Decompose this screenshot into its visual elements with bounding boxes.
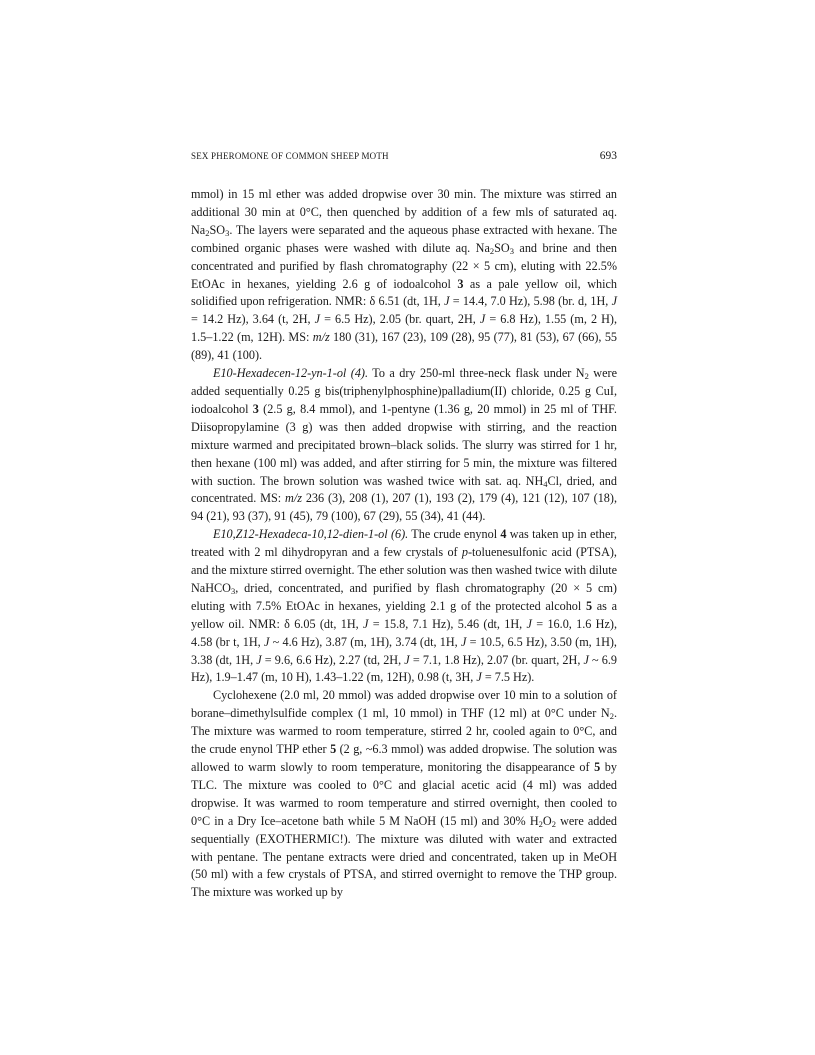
section-heading-compound-4: E10-Hexadecen-12-yn-1-ol (4). xyxy=(213,366,369,381)
journal-page xyxy=(191,150,617,902)
running-head xyxy=(191,150,617,168)
paragraph-iodoalcohol-workup: mmol) in 15 ml ether was added dropwise over 30 min. The mixture was stirred an additional 30 min at 0°C, then quenched by addition of a few mls of saturated aq. $Na_2SO_3$. The layers were separated and the aqueous phase extracted with hexane. The combined organic phases were washed with dilute aq. $Na_2SO_3$ and brine and then concentrated and purified by flash chromatography (22 × 5 cm), eluting with 22.5% EtOAc in hexanes, yielding 2.6 g of iodoalcohol 3 as a pale yellow oil, which solidified upon refrigeration. NMR: δ 6.51 (dt, 1H, J = 14.4, 7.0 Hz), 5.98 (br. d, 1H, J = 14.2 Hz), 3.64 (t, 2H, J = 6.5 Hz), 2.05 (br. quart, 2H, J = 6.8 Hz), 1.55 (m, 2 H), 1.5–1.22 (m, 12H). MS: m/z 180 (31), 167 (23), 109 (28), 95 (77), 81 (53), 67 (66), 55 (89), 41 (100). xyxy=(191,187,618,363)
section-heading-compound-6: E10,Z12-Hexadeca-10,12-dien-1-ol (6). xyxy=(213,527,409,542)
paragraph-hexadecadienol: E10,Z12-Hexadeca-10,12-dien-1-ol (6). The crude enynol 4 was taken up in ether, treated with 2 ml dihydropyran and a few crystals of p-toluenesulfonic acid (PTSA), and the mixture stirred overnight. The ether solution was then washed twice with dilute NaHCO$_3$, dried, concentrated, and purified by flash chromatography (20 × 5 cm) eluting with 7.5% EtOAc in hexanes, yielding 2.1 g of the protected alcohol 5 as a yellow oil. NMR: δ 6.05 (dt, 1H, J = 15.8, 7.1 Hz), 5.46 (dt, 1H, J = 16.0, 1.6 Hz), 4.58 (br t, 1H, J ~ 4.6 Hz), 3.87 (m, 1H), 3.74 (dt, 1H, J = 10.5, 6.5 Hz), 3.50 (m, 1H), 3.38 (dt, 1H, J = 9.6, 6.6 Hz), 2.27 (td, 2H, J = 7.1, 1.8 Hz), 2.07 (br. quart, 2H, J ~ 6.9 Hz), 1.9–1.47 (m, 10 H), 1.43–1.22 (m, 12H), 0.98 (t, 3H, J = 7.5 Hz). xyxy=(191,527,618,685)
body-text xyxy=(191,186,617,902)
page-number: 693 xyxy=(599,150,617,162)
running-title: SEX PHEROMONE OF COMMON SHEEP MOTH xyxy=(191,151,389,161)
paragraph-hydroboration: Cyclohexene (2.0 ml, 20 mmol) was added dropwise over 10 min to a solution of borane–dimethylsulfide complex (1 ml, 10 mmol) in THF (12 ml) at 0°C under $N_2$. The mixture was warmed to room temperature, stirred 2 hr, cooled again to 0°C, and the crude enynol THP ether 5 (2 g, ~6.3 mmol) was added dropwise. The solution was allowed to warm slowly to room temperature, monitoring the disappearance of 5 by TLC. The mixture was cooled to 0°C and glacial acetic acid (4 ml) was added dropwise. It was warmed to room temperature and stirred overnight, then cooled to 0°C in a Dry Ice–acetone bath while 5 M NaOH (15 ml) and 30% $H_2O_2$ were added sequentially (EXOTHERMIC!). The mixture was diluted with water and extracted with pentane. The pentane extracts were dried and concentrated, taken up in MeOH (50 ml) with a few crystals of PTSA, and stirred overnight to remove the THP group. The mixture was worked up by xyxy=(191,688,617,900)
paragraph-hexadecenynol: E10-Hexadecen-12-yn-1-ol (4). To a dry 250-ml three-neck flask under $N_2$ were added sequentially 0.25 g bis(triphenylphosphine)palladium(II) chloride, 0.25 g CuI, iodoalcohol 3 (2.5 g, 8.4 mmol), and 1-pentyne (1.36 g, 20 mmol) in 25 ml of THF. Diisopropylamine (3 g) was then added dropwise with stirring, and the reaction mixture warmed and precipitated brown–black solids. The slurry was stirred for 1 hr, then hexane (100 ml) was added, and after stirring for 5 min, the mixture was filtered with suction. The brown solution was washed twice with sat. aq. $NH_4Cl$, dried, and concentrated. MS: m/z 236 (3), 208 (1), 207 (1), 193 (2), 179 (4), 121 (12), 107 (18), 94 (21), 93 (37), 91 (45), 79 (100), 67 (29), 55 (34), 41 (44). xyxy=(191,366,617,524)
